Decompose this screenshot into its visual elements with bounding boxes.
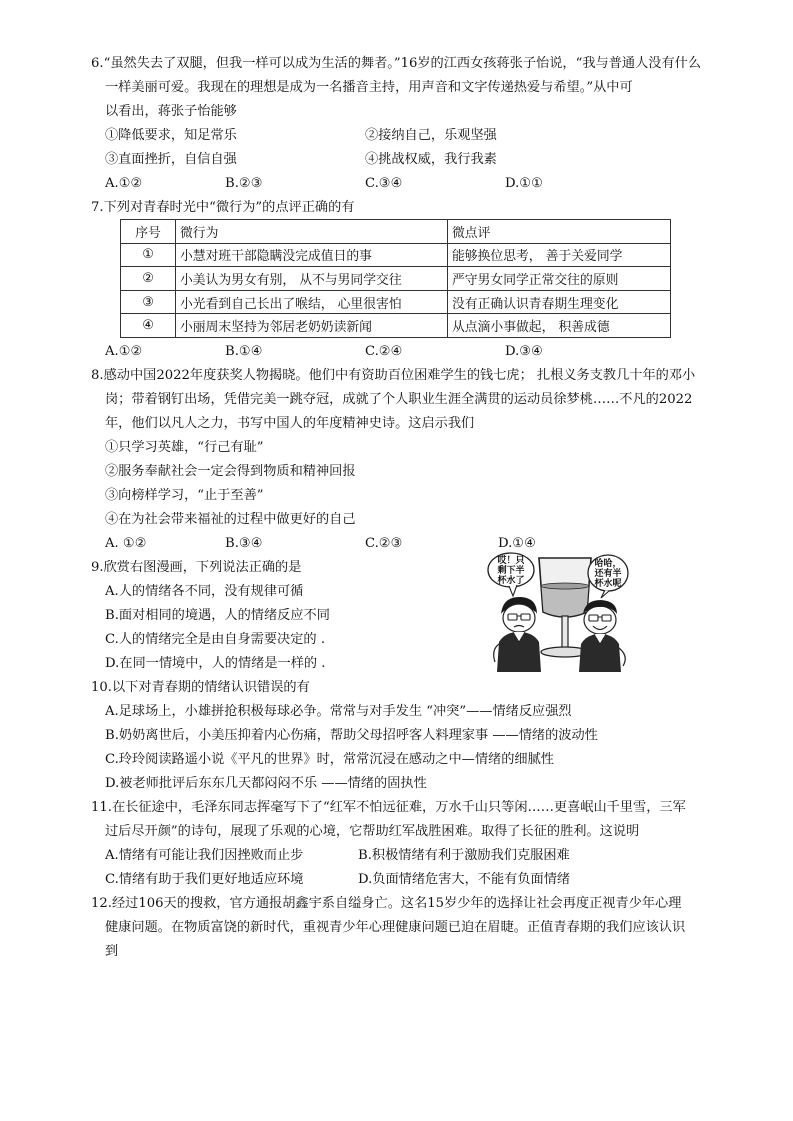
q11-choice-c: C.情绪有助于我们更好地适应环境	[105, 872, 304, 887]
q6-item-2: ②接纳自己，乐观坚强	[365, 128, 497, 143]
q11-choice-a: A.情绪有可能让我们因挫败而止步	[105, 848, 304, 863]
q11-line-2: 过后尽开颜”的诗句，展现了乐观的心境，它帮助红军战胜困难。取得了长征的胜利。这说明	[105, 824, 640, 839]
table-row	[121, 243, 671, 267]
q7-choice-b: B.①④	[225, 344, 263, 359]
header-no: 序号	[121, 220, 176, 244]
row-no: ②	[121, 267, 176, 291]
right-bubble-line-1: 哈哈，	[594, 559, 622, 569]
header-act: 微行为	[176, 220, 448, 244]
happy-student-icon	[579, 600, 625, 672]
q8-choice-b: B.③④	[225, 536, 263, 551]
q7-choice-c: C.②④	[365, 344, 403, 359]
table-row	[121, 267, 671, 291]
q9-option-a: A.人的情绪各不同，没有规律可循	[105, 584, 304, 599]
q6-line-2: 一样美丽可爱。我现在的理想是成为一名播音主持，用声音和文字传递热爱与希望。”从中可	[105, 80, 633, 95]
sad-student-icon	[494, 597, 541, 672]
row-review: 严守男女同学正常交往的原则	[448, 267, 671, 291]
row-act: 小丽周末坚持为邻居老奶奶读新闻	[176, 314, 448, 338]
q12-line-3: 到	[105, 944, 119, 959]
q9-stem: 9.欣赏右图漫画，下列说法正确的是	[91, 560, 302, 575]
q10-option-d: D.被老师批评后东东几天都闷闷不乐 ——情绪的固执性	[105, 776, 427, 791]
q9-option-c: C.人的情绪完全是由自身需要决定的 .	[105, 632, 326, 647]
q6-choice-a: A.①②	[105, 176, 143, 191]
row-act: 小慧对班干部隐瞒没完成值日的事	[176, 243, 448, 267]
q10-stem: 10.以下对青春期的情绪认识错误的有	[91, 680, 310, 695]
row-review: 能够换位思考， 善于关爱同学	[448, 243, 671, 267]
q8-item-2: ②服务奉献社会一定会得到物质和精神回报	[105, 464, 356, 479]
q8-line-1: 8.感动中国2022年度获奖人物揭晓。他们中有资助百位困难学生的钱七虎； 扎根义务支教几十年的邓小	[91, 368, 696, 383]
q8-choice-d: D.①④	[498, 536, 536, 551]
q12-line-2: 健康问题。在物质富饶的新时代，重视青少年心理健康问题已迫在眉睫。正值青春期的我们应该认识	[105, 920, 686, 935]
row-no: ④	[121, 314, 176, 338]
row-act: 小光看到自己长出了喉结， 心里很害怕	[176, 290, 448, 314]
q8-choice-c: C.②③	[365, 536, 403, 551]
q7-choice-d: D.③④	[505, 344, 543, 359]
table-header-row	[121, 220, 671, 244]
row-review: 从点滴小事做起， 积善成德	[448, 314, 671, 338]
left-bubble-line-2: 剩下半	[497, 566, 525, 576]
header-review: 微点评	[448, 220, 671, 244]
q8-line-2: 岗；带着钢钉出场，凭借完美一跳夺冠，成就了个人职业生涯全满贯的运动员徐梦桃……不凡的2022	[105, 392, 693, 407]
q8-item-1: ①只学习英雄，“行己有耻”	[105, 440, 264, 455]
q6-item-3: ③直面挫折，自信自强	[105, 152, 237, 167]
row-act: 小美认为男女有别， 从不与男同学交往	[176, 267, 448, 291]
q6-choice-d: D.①①	[505, 176, 543, 191]
row-no: ③	[121, 290, 176, 314]
q6-choice-c: C.③④	[365, 176, 403, 191]
cartoon-illustration	[487, 552, 629, 672]
q7-choice-a: A.①②	[105, 344, 143, 359]
q10-option-a: A.足球场上，小雄拼抢积极每球必争。常常与对手发生 “冲突”——情绪反应强烈	[105, 704, 572, 719]
q9-option-d: D.在同一情境中，人的情绪是一样的 .	[105, 656, 326, 671]
right-speech-bubble	[588, 555, 628, 598]
q7-stem: 7.下列对青春时光中“微行为”的点评正确的有	[91, 200, 355, 215]
right-bubble-line-3: 杯水呢	[594, 579, 622, 589]
q6-item-4: ④挑战权威，我行我素	[365, 152, 497, 167]
q11-line-1: 11.在长征途中，毛泽东同志挥毫写下了“红军不怕远征难，万水千山只等闲……更喜岷山千里雪，三军	[91, 800, 686, 815]
row-review: 没有正确认识青春期生理变化	[448, 290, 671, 314]
table-row	[121, 290, 671, 314]
q8-line-3: 年，他们以凡人之力，书写中国人的年度精神史诗。这启示我们	[105, 416, 475, 431]
q6-line-1: 6.“虽然失去了双腿，但我一样可以成为生活的舞者。”16岁的江西女孩蒋张子怡说，“我与普通人没有什么	[91, 56, 702, 71]
q9-option-b: B.面对相同的境遇，人的情绪反应不同	[105, 608, 330, 623]
left-speech-bubble	[488, 553, 534, 596]
q10-option-c: C.玲玲阅读路遥小说《平凡的世界》时，常常沉浸在感动之中—情绪的细腻性	[105, 752, 554, 767]
q8-item-4: ④在为社会带来福祉的过程中做更好的自己	[105, 512, 356, 527]
q12-line-1: 12.经过106天的搜救，官方通报胡鑫宇系自缢身亡。这名15岁少年的选择让社会再度正视青少年心理	[91, 896, 682, 911]
q6-item-1: ①降低要求，知足常乐	[105, 128, 237, 143]
q8-choice-a: A. ①②	[105, 536, 147, 551]
table-row	[121, 314, 671, 338]
left-bubble-line-1: 哎！只	[497, 556, 525, 566]
q11-choice-b: B.积极情绪有利于激励我们克服困难	[358, 848, 570, 863]
q7-table	[120, 219, 671, 338]
row-no: ①	[121, 243, 176, 267]
left-bubble-line-3: 杯水了	[497, 576, 525, 586]
q8-item-3: ③向榜样学习，“止于至善”	[105, 488, 264, 503]
q11-choice-d: D.负面情绪危害大，不能有负面情绪	[358, 872, 571, 887]
q6-choice-b: B.②③	[225, 176, 263, 191]
q6-line-3: 以看出，蒋张子怡能够	[105, 104, 237, 119]
right-bubble-line-2: 还有半	[594, 569, 622, 579]
q10-option-b: B.奶奶离世后，小美压抑着内心伤痛，帮助父母招呼客人料理家事 ——情绪的波动性	[105, 728, 598, 743]
